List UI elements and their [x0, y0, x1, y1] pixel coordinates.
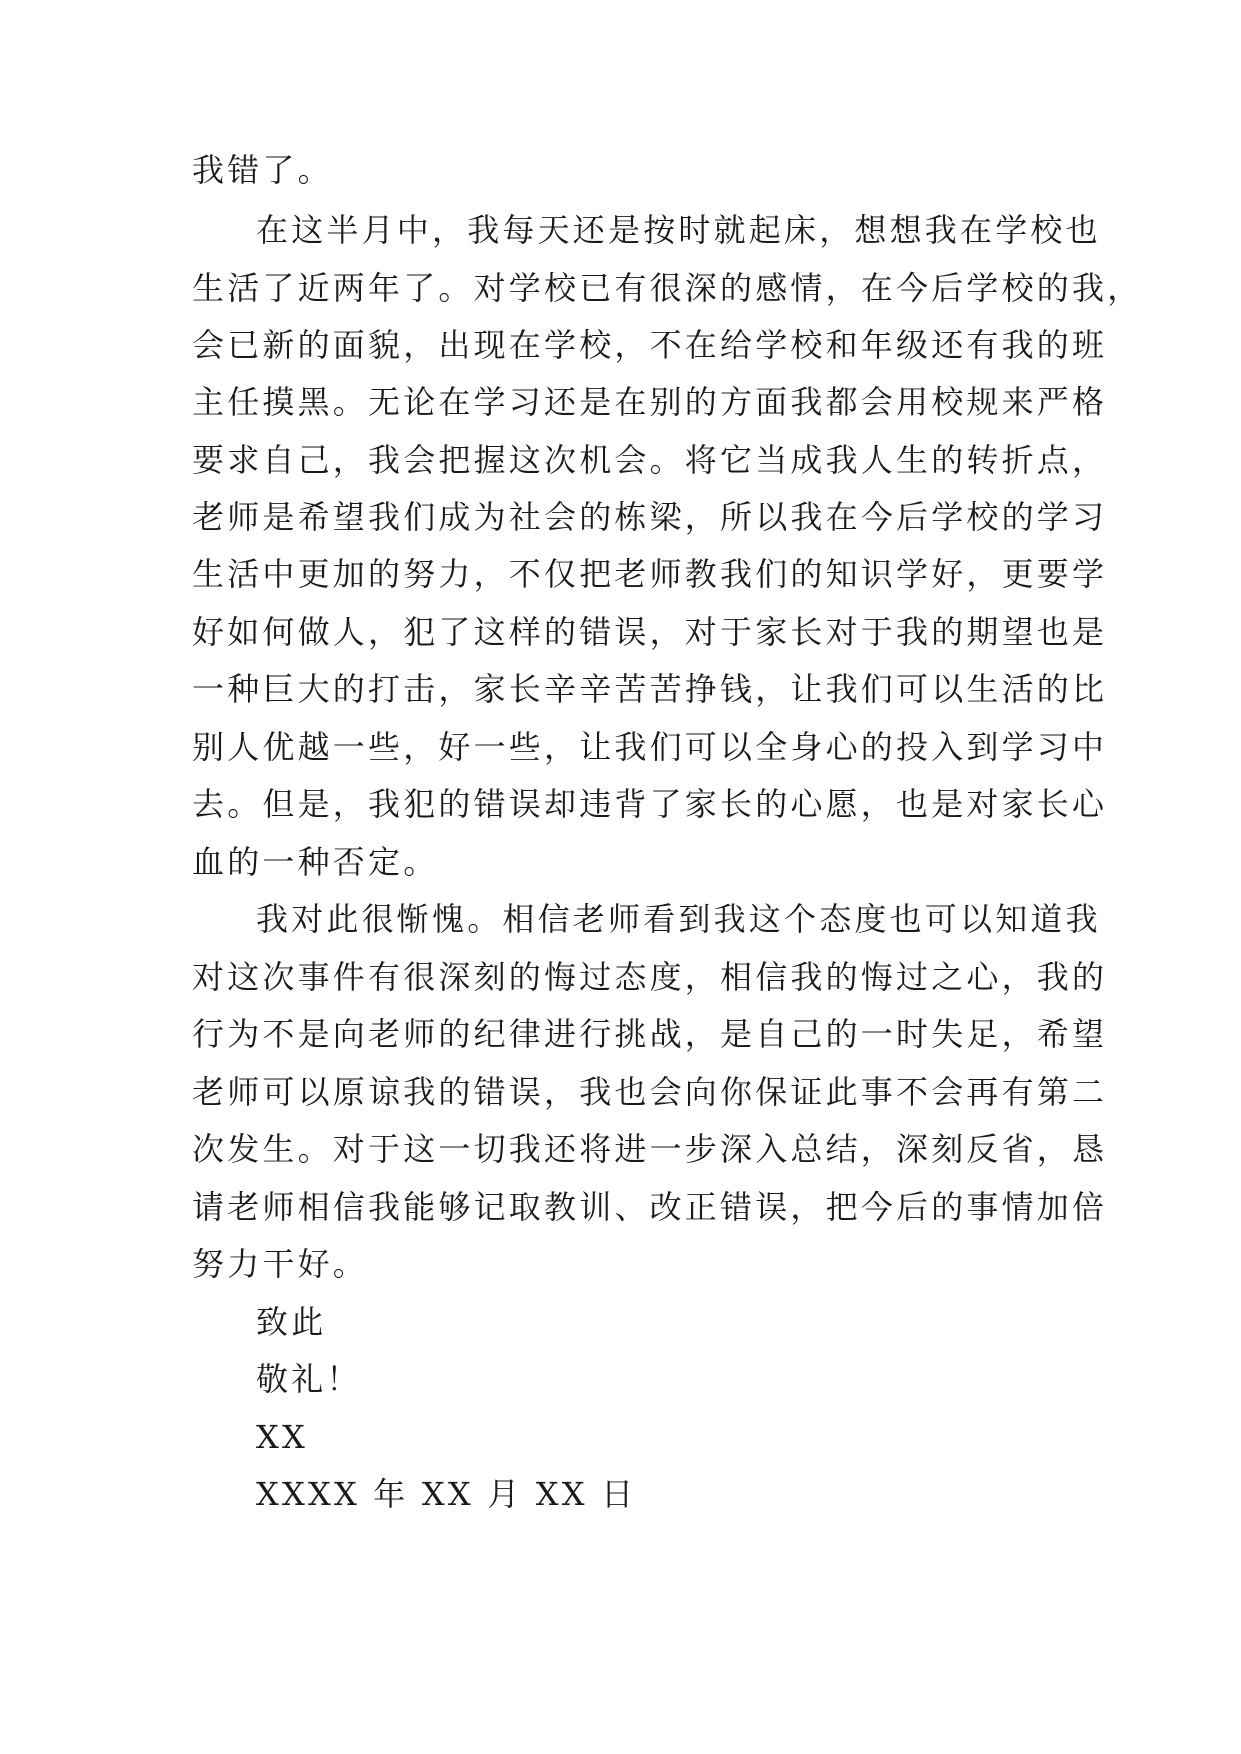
text-line: 一种巨大的打击，家长辛辛苦苦挣钱，让我们可以生活的比 — [192, 670, 1108, 708]
paragraph-start-line: 在这半月中，我每天还是按时就起床，想想我在学校也 — [256, 211, 1101, 249]
text-line: 行为不是向老师的纪律进行挑战，是自己的一时失足，希望 — [192, 1015, 1108, 1053]
text-line: 要求自己，我会把握这次机会。将它当成我人生的转折点， — [192, 441, 1108, 479]
text-line: 老师是希望我们成为社会的栋梁，所以我在今后学校的学习 — [192, 498, 1108, 536]
text-line: 生活中更加的努力，不仅把老师教我们的知识学好，更要学 — [192, 555, 1108, 593]
text-line: 血的一种否定。 — [192, 843, 439, 881]
text-line: 别人优越一些，好一些，让我们可以全身心的投入到学习中 — [192, 728, 1108, 766]
text-line: 努力干好。 — [192, 1245, 369, 1283]
text-line: 次发生。对于这一切我还将进一步深入总结，深刻反省，恳 — [192, 1130, 1108, 1168]
text-line: 好如何做人，犯了这样的错误，对于家长对于我的期望也是 — [192, 613, 1108, 651]
text-line: 请老师相信我能够记取教训、改正错误，把今后的事情加倍 — [192, 1188, 1108, 1226]
text-line: 我错了。 — [192, 151, 333, 189]
salute-line: 敬礼！ — [256, 1360, 362, 1398]
text-line: 生活了近两年了。对学校已有很深的感情，在今后学校的我， — [192, 269, 1143, 307]
text-line: 对这次事件有很深刻的悔过态度，相信我的悔过之心，我的 — [192, 958, 1108, 996]
date-line: XXXX 年 XX 月 XX 日 — [256, 1475, 637, 1513]
text-line: 会已新的面貌，出现在学校，不在给学校和年级还有我的班 — [192, 326, 1108, 364]
text-line: 去。但是，我犯的错误却违背了家长的心愿，也是对家长心 — [192, 785, 1108, 823]
closing-line: 致此 — [256, 1303, 327, 1341]
text-line: 主任摸黑。无论在学习还是在别的方面我都会用校规来严格 — [192, 383, 1108, 421]
text-line: 老师可以原谅我的错误，我也会向你保证此事不会再有第二 — [192, 1073, 1108, 1111]
signature: XX — [256, 1418, 308, 1456]
paragraph-start-line: 我对此很惭愧。相信老师看到我这个态度也可以知道我 — [256, 900, 1101, 938]
